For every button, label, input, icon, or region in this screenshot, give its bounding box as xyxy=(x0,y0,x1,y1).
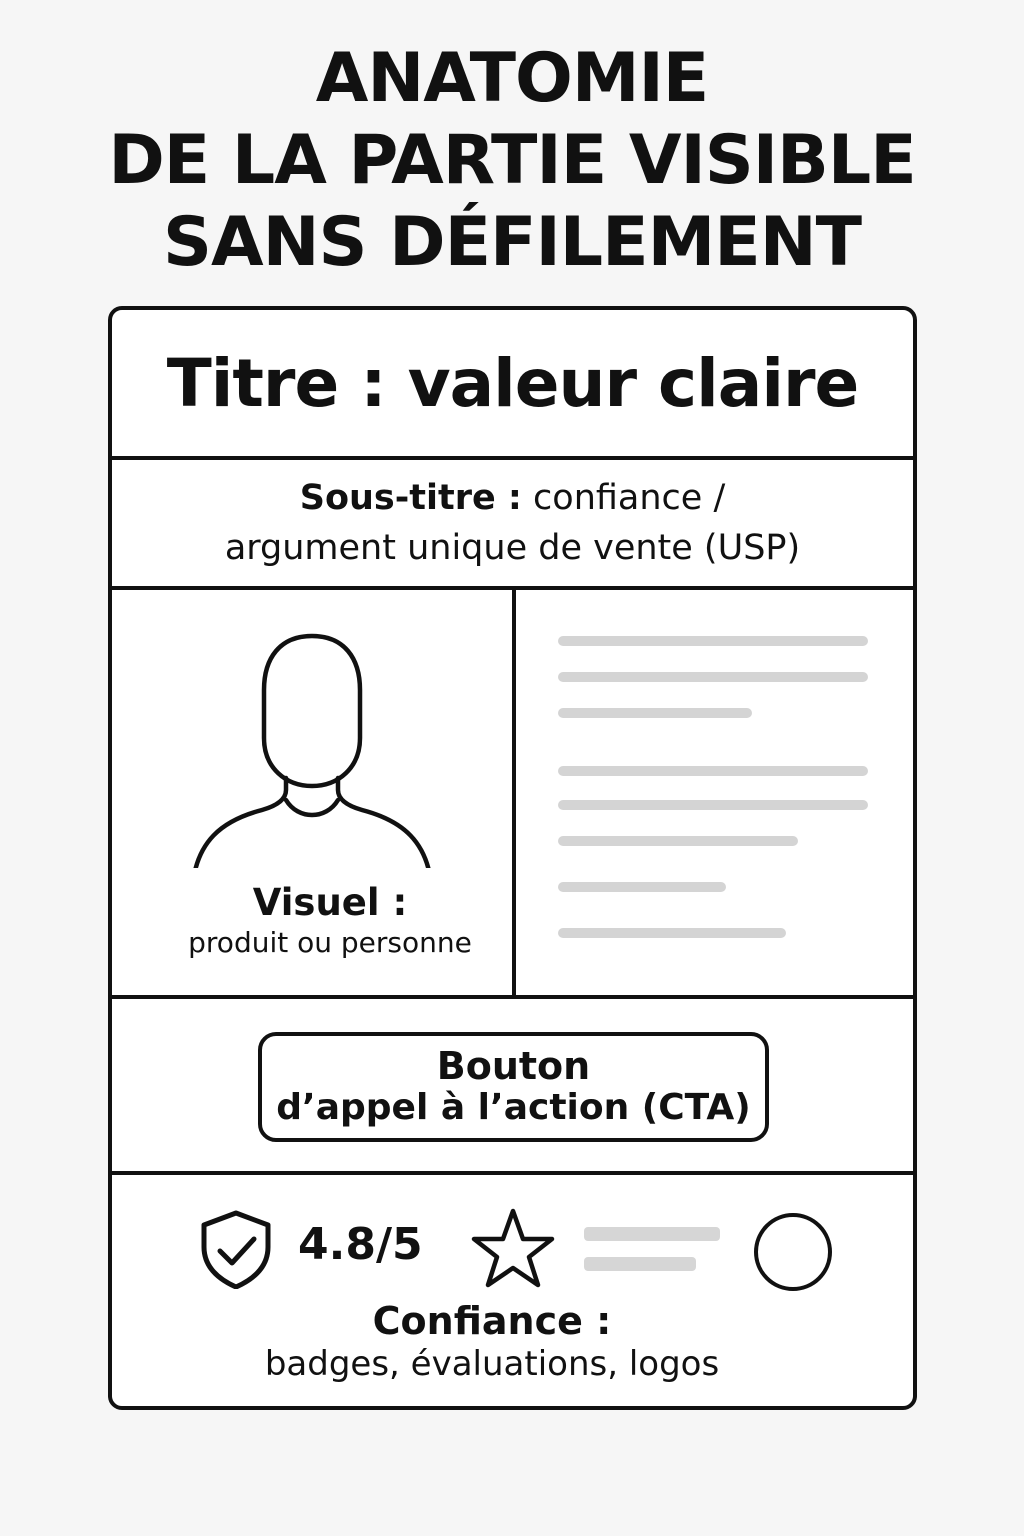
trust-caption-text: badges, évaluations, logos xyxy=(264,1344,720,1384)
placeholder-text-line xyxy=(558,672,868,682)
trust-label: Confiance : xyxy=(372,1299,612,1343)
above-the-fold-frame xyxy=(108,306,917,1410)
visual-caption-text: produit ou personne xyxy=(188,926,472,959)
placeholder-text-line xyxy=(558,800,868,810)
subtitle-label: Sous-titre : xyxy=(299,478,522,518)
trust-section xyxy=(112,1175,913,1406)
rating-value: 4.8/5 xyxy=(298,1219,423,1270)
placeholder-text-line xyxy=(558,928,786,938)
logo-placeholder-bar xyxy=(584,1257,696,1271)
text-placeholder-cell xyxy=(516,590,913,995)
headline-section xyxy=(112,310,913,456)
cta-button-label-line-1: Bouton xyxy=(436,1044,591,1088)
visual-caption xyxy=(112,880,548,960)
page-title-line-3: SANS DÉFILEMENT xyxy=(162,203,861,282)
headline-text: Titre : valeur claire xyxy=(166,344,859,422)
logo-placeholder-bar xyxy=(584,1227,720,1241)
shield-check-icon xyxy=(196,1209,276,1289)
visual-and-text-section xyxy=(112,590,913,995)
subtitle-section xyxy=(112,460,913,586)
person-silhouette-icon xyxy=(182,628,452,868)
visual-label: Visuel : xyxy=(252,881,408,924)
cta-button[interactable] xyxy=(258,1032,769,1142)
page-title-line-1: ANATOMIE xyxy=(315,39,709,118)
subtitle-line-2: argument unique de vente (USP) xyxy=(224,528,801,568)
visual-cell xyxy=(112,590,512,995)
placeholder-text-line xyxy=(558,708,752,718)
trust-caption xyxy=(112,1299,872,1385)
placeholder-text-line xyxy=(558,836,798,846)
placeholder-text-line xyxy=(558,766,868,776)
subtitle-line-1 xyxy=(300,473,726,523)
page-title-line-2: DE LA PARTIE VISIBLE xyxy=(108,121,916,200)
placeholder-text-line xyxy=(558,882,726,892)
subtitle-line-1-rest: confiance / xyxy=(521,478,726,518)
cta-section xyxy=(112,999,913,1171)
page-title xyxy=(0,38,1024,284)
circle-logo-icon xyxy=(754,1213,832,1291)
placeholder-text-line xyxy=(558,636,868,646)
cta-button-label-line-2: d’appel à l’action (CTA) xyxy=(276,1087,751,1128)
star-outline-icon xyxy=(470,1207,556,1289)
